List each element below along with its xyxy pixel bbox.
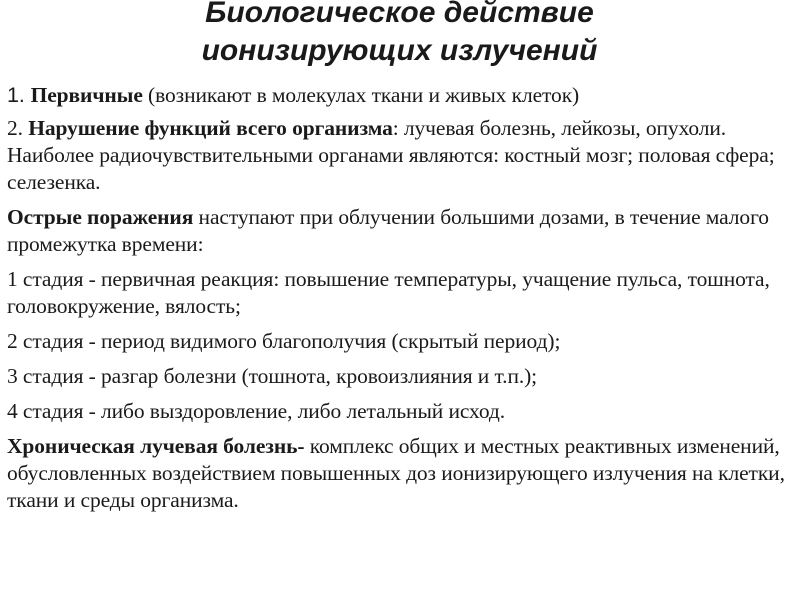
slide-title [7, 0, 792, 70]
paragraph-stage-1: 1 стадия - первичная реакция: повышение температуры, учащение пульса, тошнота, головокружение, вялость; [7, 267, 770, 318]
paragraph-bold-lead: Первичные [30, 83, 143, 107]
paragraph-primary-effects [7, 82, 792, 109]
paragraph-text: наступают при облучении большими дозами, в течение малого промежутка времени: [7, 205, 769, 256]
slide-title-line-1: Биологическое действие [205, 0, 594, 29]
slide-content [7, 82, 792, 514]
paragraph-bold-lead: Хроническая лучевая болезнь- [7, 434, 305, 458]
paragraph-number: 2. [7, 116, 29, 140]
paragraph-text: : лучевая болезнь, лейкозы, опухоли. Наиболее радиочувствительными органами являются: костный мозг; половая сфера; селезенка. [7, 116, 775, 194]
paragraph-text: (возникают в молекулах ткани и живых клеток) [142, 83, 580, 107]
slide-title-line-2: ионизирующих излучений [201, 34, 598, 67]
paragraph-stage-4: 4 стадия - либо выздоровление, либо летальный исход. [7, 399, 506, 423]
paragraph-bold-lead: Острые поражения [7, 205, 194, 229]
paragraph-chronic-radiation-sickness [7, 433, 792, 514]
paragraph-number: 1. [7, 83, 31, 107]
paragraph-text: комплекс общих и местных реактивных изменений, обусловленных воздействием повышенных доз ионизирующего излучения на клетки, ткани и среды организма. [7, 434, 785, 512]
paragraph-stage-2: 2 стадия - период видимого благополучия (скрытый период); [7, 329, 561, 353]
paragraph-acute-lesions [7, 204, 792, 258]
paragraph-bold-lead: Нарушение функций всего организма [28, 116, 393, 140]
paragraph-organism-dysfunction [7, 115, 792, 196]
paragraph-stage-3: 3 стадия - разгар болезни (тошнота, кровоизлияния и т.п.); [7, 364, 538, 388]
